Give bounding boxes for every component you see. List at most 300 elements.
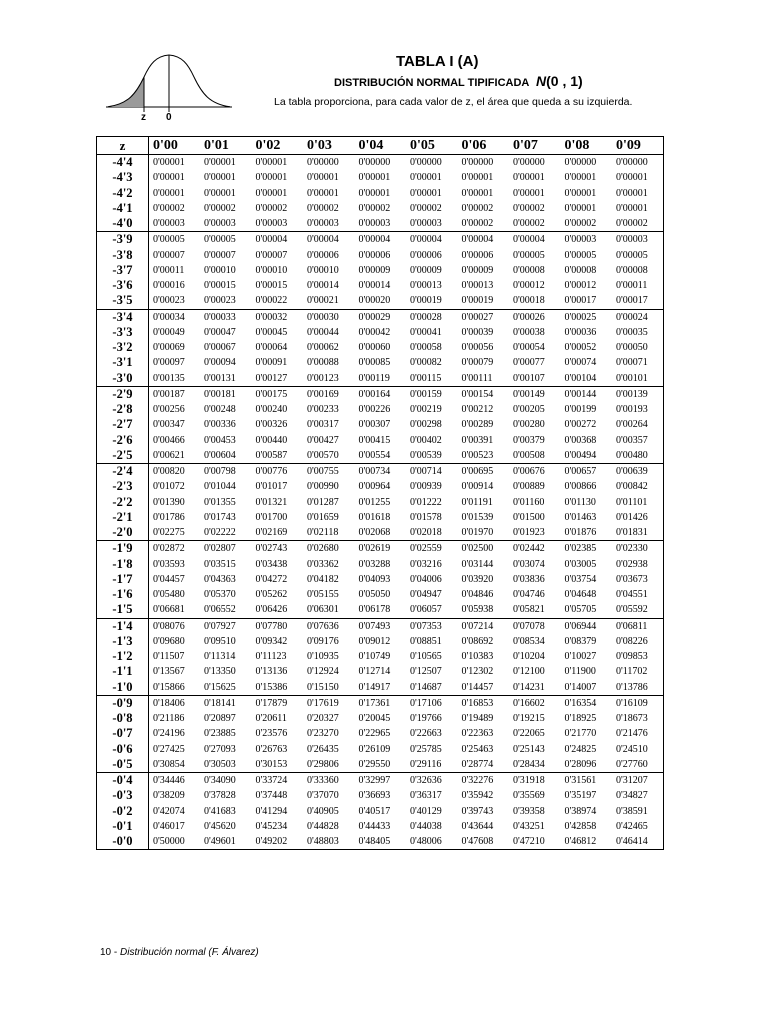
probability-cell: 0'22065: [513, 728, 545, 740]
probability-cell: 0'07353: [406, 618, 458, 634]
probability-cell: 0'39358: [513, 805, 545, 817]
probability-cell: 0'00005: [513, 249, 545, 261]
probability-cell: 0'00453: [204, 434, 236, 446]
probability-cell: 0'46414: [616, 836, 648, 848]
probability-cell: 0'14457: [461, 681, 494, 693]
probability-cell: 0'12302: [461, 666, 494, 678]
probability-cell: 0'00001: [513, 172, 545, 184]
probability-cell: 0'21476: [616, 728, 648, 740]
probability-cell: 0'00012: [513, 280, 545, 292]
probability-cell: 0'45234: [255, 820, 288, 832]
probability-cell: 0'02807: [200, 541, 252, 557]
probability-cell: 0'00149: [509, 386, 561, 402]
table-row: [97, 711, 664, 726]
probability-cell: 0'02068: [358, 527, 391, 539]
probability-cell: 0'06944: [561, 618, 613, 634]
probability-cell: 0'30854: [153, 758, 185, 770]
probability-cell: 0'00639: [612, 464, 664, 480]
probability-cell: 0'42858: [564, 820, 597, 832]
probability-cell: 0'00219: [410, 404, 442, 416]
probability-cell: 0'07078: [509, 618, 561, 634]
probability-cell: 0'00570: [307, 449, 339, 461]
probability-cell: 0'35197: [564, 790, 597, 802]
column-header: 0'03: [303, 137, 355, 155]
probability-cell: 0'00010: [204, 264, 236, 276]
probability-cell: 0'07636: [303, 618, 355, 634]
probability-cell: 0'01618: [358, 511, 391, 523]
probability-cell: 0'00001: [616, 172, 648, 184]
probability-cell: 0'13350: [204, 666, 236, 678]
probability-cell: 0'00001: [564, 172, 597, 184]
probability-cell: 0'02619: [355, 541, 407, 557]
probability-cell: 0'00097: [153, 357, 185, 369]
probability-cell: 0'21770: [564, 728, 597, 740]
probability-cell: 0'20611: [255, 713, 287, 725]
probability-cell: 0'00357: [616, 434, 648, 446]
probability-cell: 0'00041: [410, 326, 442, 338]
probability-cell: 0'00001: [200, 155, 252, 171]
probability-cell: 0'00010: [255, 264, 288, 276]
probability-cell: 0'48405: [358, 836, 391, 848]
probability-cell: 0'00866: [564, 481, 597, 493]
probability-cell: 0'04648: [564, 589, 597, 601]
probability-cell: 0'01072: [153, 481, 185, 493]
probability-cell: 0'32636: [406, 773, 458, 789]
probability-cell: 0'36317: [410, 790, 442, 802]
probability-cell: 0'00001: [204, 187, 236, 199]
probability-cell: 0'00001: [252, 155, 304, 171]
table-row: [97, 293, 664, 309]
probability-cell: 0'49202: [255, 836, 288, 848]
probability-cell: 0'06811: [612, 618, 664, 634]
probability-cell: 0'00002: [307, 202, 339, 214]
table-row: [97, 186, 664, 201]
probability-cell: 0'00094: [204, 357, 236, 369]
table-row: [97, 248, 664, 263]
probability-cell: 0'07214: [458, 618, 510, 634]
probability-cell: 0'00144: [561, 386, 613, 402]
probability-cell: 0'08851: [410, 635, 442, 647]
z-value-cell: -2'3: [97, 479, 149, 494]
probability-cell: 0'00002: [153, 202, 185, 214]
probability-cell: 0'03362: [307, 558, 339, 570]
table-row: [97, 510, 664, 525]
probability-cell: 0'25785: [410, 743, 442, 755]
z-value-cell: -2'0: [97, 525, 149, 541]
probability-cell: 0'41683: [204, 805, 236, 817]
table-row: [97, 541, 664, 557]
probability-cell: 0'02938: [616, 558, 648, 570]
probability-cell: 0'02680: [303, 541, 355, 557]
probability-cell: 0'00820: [149, 464, 201, 480]
z-value-cell: -0'4: [97, 773, 149, 789]
probability-cell: 0'39743: [461, 805, 494, 817]
column-header: 0'02: [252, 137, 304, 155]
probability-cell: 0'00264: [616, 419, 648, 431]
probability-cell: 0'00001: [149, 155, 201, 171]
probability-cell: 0'00990: [307, 481, 339, 493]
probability-cell: 0'00010: [307, 264, 339, 276]
probability-cell: 0'16853: [458, 695, 510, 711]
probability-cell: 0'17361: [355, 695, 407, 711]
probability-cell: 0'00298: [410, 419, 442, 431]
probability-cell: 0'38209: [153, 790, 185, 802]
probability-cell: 0'00005: [564, 249, 597, 261]
probability-cell: 0'27425: [153, 743, 185, 755]
probability-cell: 0'08076: [149, 618, 201, 634]
table-row: [97, 634, 664, 649]
probability-cell: 0'00014: [307, 280, 339, 292]
probability-cell: 0'00001: [358, 172, 391, 184]
probability-cell: 0'00695: [458, 464, 510, 480]
probability-cell: 0'00003: [410, 218, 442, 230]
probability-cell: 0'02559: [406, 541, 458, 557]
probability-cell: 0'01463: [564, 511, 597, 523]
probability-cell: 0'27093: [204, 743, 236, 755]
probability-cell: 0'00256: [153, 404, 185, 416]
table-row: [97, 402, 664, 417]
probability-cell: 0'00139: [612, 386, 664, 402]
probability-cell: 0'44433: [358, 820, 391, 832]
probability-cell: 0'00050: [616, 342, 648, 354]
probability-cell: 0'11900: [564, 666, 596, 678]
probability-cell: 0'01743: [204, 511, 236, 523]
probability-cell: 0'26763: [255, 743, 288, 755]
probability-cell: 0'00019: [461, 295, 494, 307]
probability-cell: 0'00017: [564, 295, 597, 307]
probability-cell: 0'03593: [153, 558, 185, 570]
probability-cell: 0'00587: [255, 449, 288, 461]
probability-cell: 0'29550: [358, 758, 391, 770]
z-value-cell: -2'6: [97, 433, 149, 448]
probability-cell: 0'00004: [406, 232, 458, 248]
probability-cell: 0'00030: [303, 309, 355, 325]
probability-cell: 0'00002: [358, 202, 391, 214]
probability-cell: 0'04093: [358, 573, 391, 585]
z-column-header: z: [97, 137, 149, 155]
probability-cell: 0'00657: [561, 464, 613, 480]
probability-cell: 0'31207: [612, 773, 664, 789]
probability-cell: 0'30153: [255, 758, 288, 770]
probability-cell: 0'00011: [153, 264, 185, 276]
probability-cell: 0'00000: [303, 155, 355, 171]
probability-cell: 0'07780: [252, 618, 304, 634]
probability-cell: 0'44038: [410, 820, 442, 832]
probability-cell: 0'00079: [461, 357, 494, 369]
probability-cell: 0'34446: [149, 773, 201, 789]
probability-cell: 0'19766: [410, 713, 442, 725]
z-value-cell: -2'1: [97, 510, 149, 525]
probability-cell: 0'37828: [204, 790, 236, 802]
probability-cell: 0'42465: [616, 820, 648, 832]
table-row: [97, 773, 664, 789]
probability-cell: 0'00002: [461, 202, 494, 214]
footer: [100, 947, 259, 958]
probability-cell: 0'00391: [461, 434, 494, 446]
probability-cell: 0'00007: [153, 249, 185, 261]
probability-cell: 0'00379: [513, 434, 545, 446]
probability-cell: 0'18925: [564, 713, 597, 725]
probability-cell: 0'00028: [406, 309, 458, 325]
probability-cell: 0'00091: [255, 357, 288, 369]
probability-cell: 0'00164: [355, 386, 407, 402]
distribution-notation: [536, 73, 583, 89]
probability-cell: 0'00002: [461, 218, 494, 230]
normal-curve-figure: [104, 50, 234, 122]
column-header: 0'01: [200, 137, 252, 155]
table-row: [97, 448, 664, 464]
probability-cell: 0'04846: [461, 589, 494, 601]
z-value-cell: -2'7: [97, 417, 149, 432]
probability-cell: 0'44828: [307, 820, 339, 832]
table-row: [97, 695, 664, 711]
probability-cell: 0'03288: [358, 558, 391, 570]
probability-cell: 0'13136: [255, 666, 288, 678]
table-body: [97, 155, 664, 850]
probability-cell: 0'43644: [461, 820, 494, 832]
probability-cell: 0'28774: [461, 758, 494, 770]
table-row: [97, 355, 664, 370]
z-value-cell: -3'6: [97, 278, 149, 293]
probability-cell: 0'00119: [358, 372, 390, 384]
probability-cell: 0'23885: [204, 728, 236, 740]
probability-cell: 0'00038: [513, 326, 545, 338]
probability-cell: 0'00009: [358, 264, 391, 276]
z-value-cell: -3'0: [97, 371, 149, 387]
probability-cell: 0'23576: [255, 728, 288, 740]
column-header: 0'08: [561, 137, 613, 155]
probability-cell: 0'00056: [461, 342, 494, 354]
probability-cell: 0'01222: [410, 496, 442, 508]
probability-cell: 0'00523: [461, 449, 494, 461]
probability-cell: 0'35569: [513, 790, 545, 802]
probability-cell: 0'14687: [410, 681, 442, 693]
shaded-left-area: [110, 77, 144, 107]
table-row: [97, 386, 664, 402]
probability-cell: 0'32997: [355, 773, 407, 789]
table-row: [97, 572, 664, 587]
probability-cell: 0'00123: [307, 372, 339, 384]
probability-cell: 0'34827: [616, 790, 648, 802]
probability-cell: 0'00175: [252, 386, 304, 402]
probability-cell: 0'00002: [513, 218, 545, 230]
probability-cell: 0'50000: [153, 836, 185, 848]
probability-cell: 0'00054: [513, 342, 545, 354]
probability-cell: 0'10565: [410, 651, 442, 663]
probability-cell: 0'15866: [153, 681, 185, 693]
probability-cell: 0'00018: [513, 295, 545, 307]
table-row: [97, 479, 664, 494]
probability-cell: 0'27760: [616, 758, 648, 770]
probability-cell: 0'04551: [616, 589, 648, 601]
probability-cell: 0'00008: [616, 264, 648, 276]
z-label: z: [141, 112, 146, 122]
probability-cell: 0'06057: [410, 604, 442, 616]
probability-cell: 0'00039: [461, 326, 494, 338]
probability-cell: 0'00011: [616, 280, 648, 292]
probability-cell: 0'10749: [358, 651, 391, 663]
probability-cell: 0'04182: [307, 573, 339, 585]
probability-cell: 0'00001: [358, 187, 391, 199]
probability-cell: 0'00107: [513, 372, 545, 384]
probability-cell: 0'05262: [255, 589, 288, 601]
probability-cell: 0'24825: [564, 743, 597, 755]
probability-cell: 0'38591: [616, 805, 648, 817]
probability-cell: 0'00427: [307, 434, 339, 446]
z-value-cell: -1'9: [97, 541, 149, 557]
z-value-cell: -1'5: [97, 602, 149, 618]
probability-cell: 0'01355: [204, 496, 236, 508]
probability-cell: 0'00101: [616, 372, 648, 384]
probability-cell: 0'04947: [410, 589, 442, 601]
probability-cell: 0'48006: [410, 836, 442, 848]
table-row: [97, 155, 664, 171]
probability-cell: 0'31918: [509, 773, 561, 789]
z-value-cell: -3'7: [97, 263, 149, 278]
table-row: [97, 263, 664, 278]
probability-cell: 0'01017: [255, 481, 288, 493]
page-title: TABLA I (A): [396, 53, 479, 70]
probability-cell: 0'10383: [461, 651, 494, 663]
column-header: 0'07: [509, 137, 561, 155]
probability-cell: 0'15150: [307, 681, 339, 693]
probability-cell: 0'47210: [513, 836, 545, 848]
probability-cell: 0'00347: [153, 419, 185, 431]
probability-cell: 0'10027: [564, 651, 597, 663]
z-value-cell: -3'4: [97, 309, 149, 325]
probability-cell: 0'01700: [255, 511, 288, 523]
table-row: [97, 557, 664, 572]
probability-cell: 0'14917: [358, 681, 391, 693]
probability-cell: 0'46812: [564, 836, 597, 848]
probability-cell: 0'46017: [153, 820, 185, 832]
column-header: 0'00: [149, 137, 201, 155]
probability-cell: 0'00003: [561, 232, 613, 248]
probability-cell: 0'00007: [255, 249, 288, 261]
table-row: [97, 680, 664, 696]
probability-cell: 0'00205: [513, 404, 545, 416]
table-row: [97, 834, 664, 850]
probability-cell: 0'00002: [564, 218, 597, 230]
probability-cell: 0'01390: [153, 496, 185, 508]
probability-cell: 0'02500: [458, 541, 510, 557]
probability-cell: 0'00187: [149, 386, 201, 402]
probability-cell: 0'02385: [561, 541, 613, 557]
probability-cell: 0'22965: [358, 728, 391, 740]
probability-cell: 0'24510: [616, 743, 648, 755]
probability-cell: 0'45620: [204, 820, 236, 832]
probability-cell: 0'00003: [358, 218, 391, 230]
probability-cell: 0'00001: [204, 172, 236, 184]
probability-cell: 0'06552: [204, 604, 236, 616]
probability-cell: 0'19489: [461, 713, 494, 725]
table-row: [97, 309, 664, 325]
probability-cell: 0'00000: [406, 155, 458, 171]
probability-cell: 0'00131: [204, 372, 236, 384]
probability-cell: 0'01786: [153, 511, 185, 523]
probability-cell: 0'01426: [616, 511, 648, 523]
probability-cell: 0'00154: [458, 386, 510, 402]
table-row: [97, 201, 664, 216]
probability-cell: 0'00004: [509, 232, 561, 248]
probability-cell: 0'00001: [616, 187, 648, 199]
probability-cell: 0'49601: [204, 836, 236, 848]
z-value-cell: -3'5: [97, 293, 149, 309]
table-description: La tabla proporciona, para cada valor de z, el área que queda a su izquierda.: [274, 96, 633, 108]
probability-cell: 0'05480: [153, 589, 185, 601]
z-value-cell: -4'0: [97, 216, 149, 232]
probability-cell: 0'00440: [255, 434, 288, 446]
probability-cell: 0'12507: [410, 666, 442, 678]
table-row: [97, 649, 664, 664]
probability-cell: 0'00508: [513, 449, 545, 461]
probability-cell: 0'00034: [149, 309, 201, 325]
probability-cell: 0'01255: [358, 496, 391, 508]
probability-cell: 0'09510: [204, 635, 236, 647]
probability-cell: 0'00135: [153, 372, 185, 384]
z-value-cell: -1'6: [97, 587, 149, 602]
probability-cell: 0'00159: [406, 386, 458, 402]
probability-cell: 0'30503: [204, 758, 236, 770]
probability-cell: 0'00111: [461, 372, 493, 384]
probability-cell: 0'01831: [616, 527, 648, 539]
probability-cell: 0'00006: [307, 249, 339, 261]
probability-cell: 0'00003: [612, 232, 664, 248]
z-value-cell: -1'3: [97, 634, 149, 649]
normal-distribution-table: [96, 136, 664, 850]
probability-cell: 0'02275: [153, 527, 185, 539]
probability-cell: 0'09176: [307, 635, 339, 647]
probability-cell: 0'01659: [307, 511, 339, 523]
probability-cell: 0'00001: [513, 187, 545, 199]
probability-cell: 0'11702: [616, 666, 648, 678]
subtitle: [334, 73, 583, 89]
probability-cell: 0'00049: [153, 326, 185, 338]
probability-cell: 0'08534: [513, 635, 545, 647]
probability-cell: 0'00964: [358, 481, 391, 493]
probability-cell: 0'00047: [204, 326, 236, 338]
probability-cell: 0'02872: [149, 541, 201, 557]
probability-cell: 0'00001: [410, 172, 442, 184]
probability-cell: 0'00058: [410, 342, 442, 354]
probability-cell: 0'03216: [410, 558, 442, 570]
probability-cell: 0'00001: [255, 187, 288, 199]
probability-cell: 0'00017: [616, 295, 648, 307]
probability-cell: 0'32276: [458, 773, 510, 789]
probability-cell: 0'29806: [307, 758, 339, 770]
probability-cell: 0'04457: [153, 573, 185, 585]
probability-cell: 0'00289: [461, 419, 494, 431]
probability-cell: 0'16109: [612, 695, 664, 711]
probability-cell: 0'00006: [461, 249, 494, 261]
probability-cell: 0'02169: [255, 527, 288, 539]
subtitle-text: DISTRIBUCIÓN NORMAL TIPIFICADA: [334, 77, 529, 89]
probability-cell: 0'00604: [204, 449, 236, 461]
probability-cell: 0'00052: [564, 342, 597, 354]
probability-cell: 0'02118: [307, 527, 339, 539]
probability-cell: 0'00001: [153, 172, 185, 184]
probability-cell: 0'00415: [358, 434, 391, 446]
probability-cell: 0'03074: [513, 558, 545, 570]
probability-cell: 0'18406: [149, 695, 201, 711]
probability-cell: 0'02743: [252, 541, 304, 557]
probability-cell: 0'00280: [513, 419, 545, 431]
column-header: 0'09: [612, 137, 664, 155]
table-row: [97, 216, 664, 232]
probability-cell: 0'02018: [410, 527, 442, 539]
probability-cell: 0'00539: [410, 449, 442, 461]
probability-cell: 0'22663: [410, 728, 442, 740]
